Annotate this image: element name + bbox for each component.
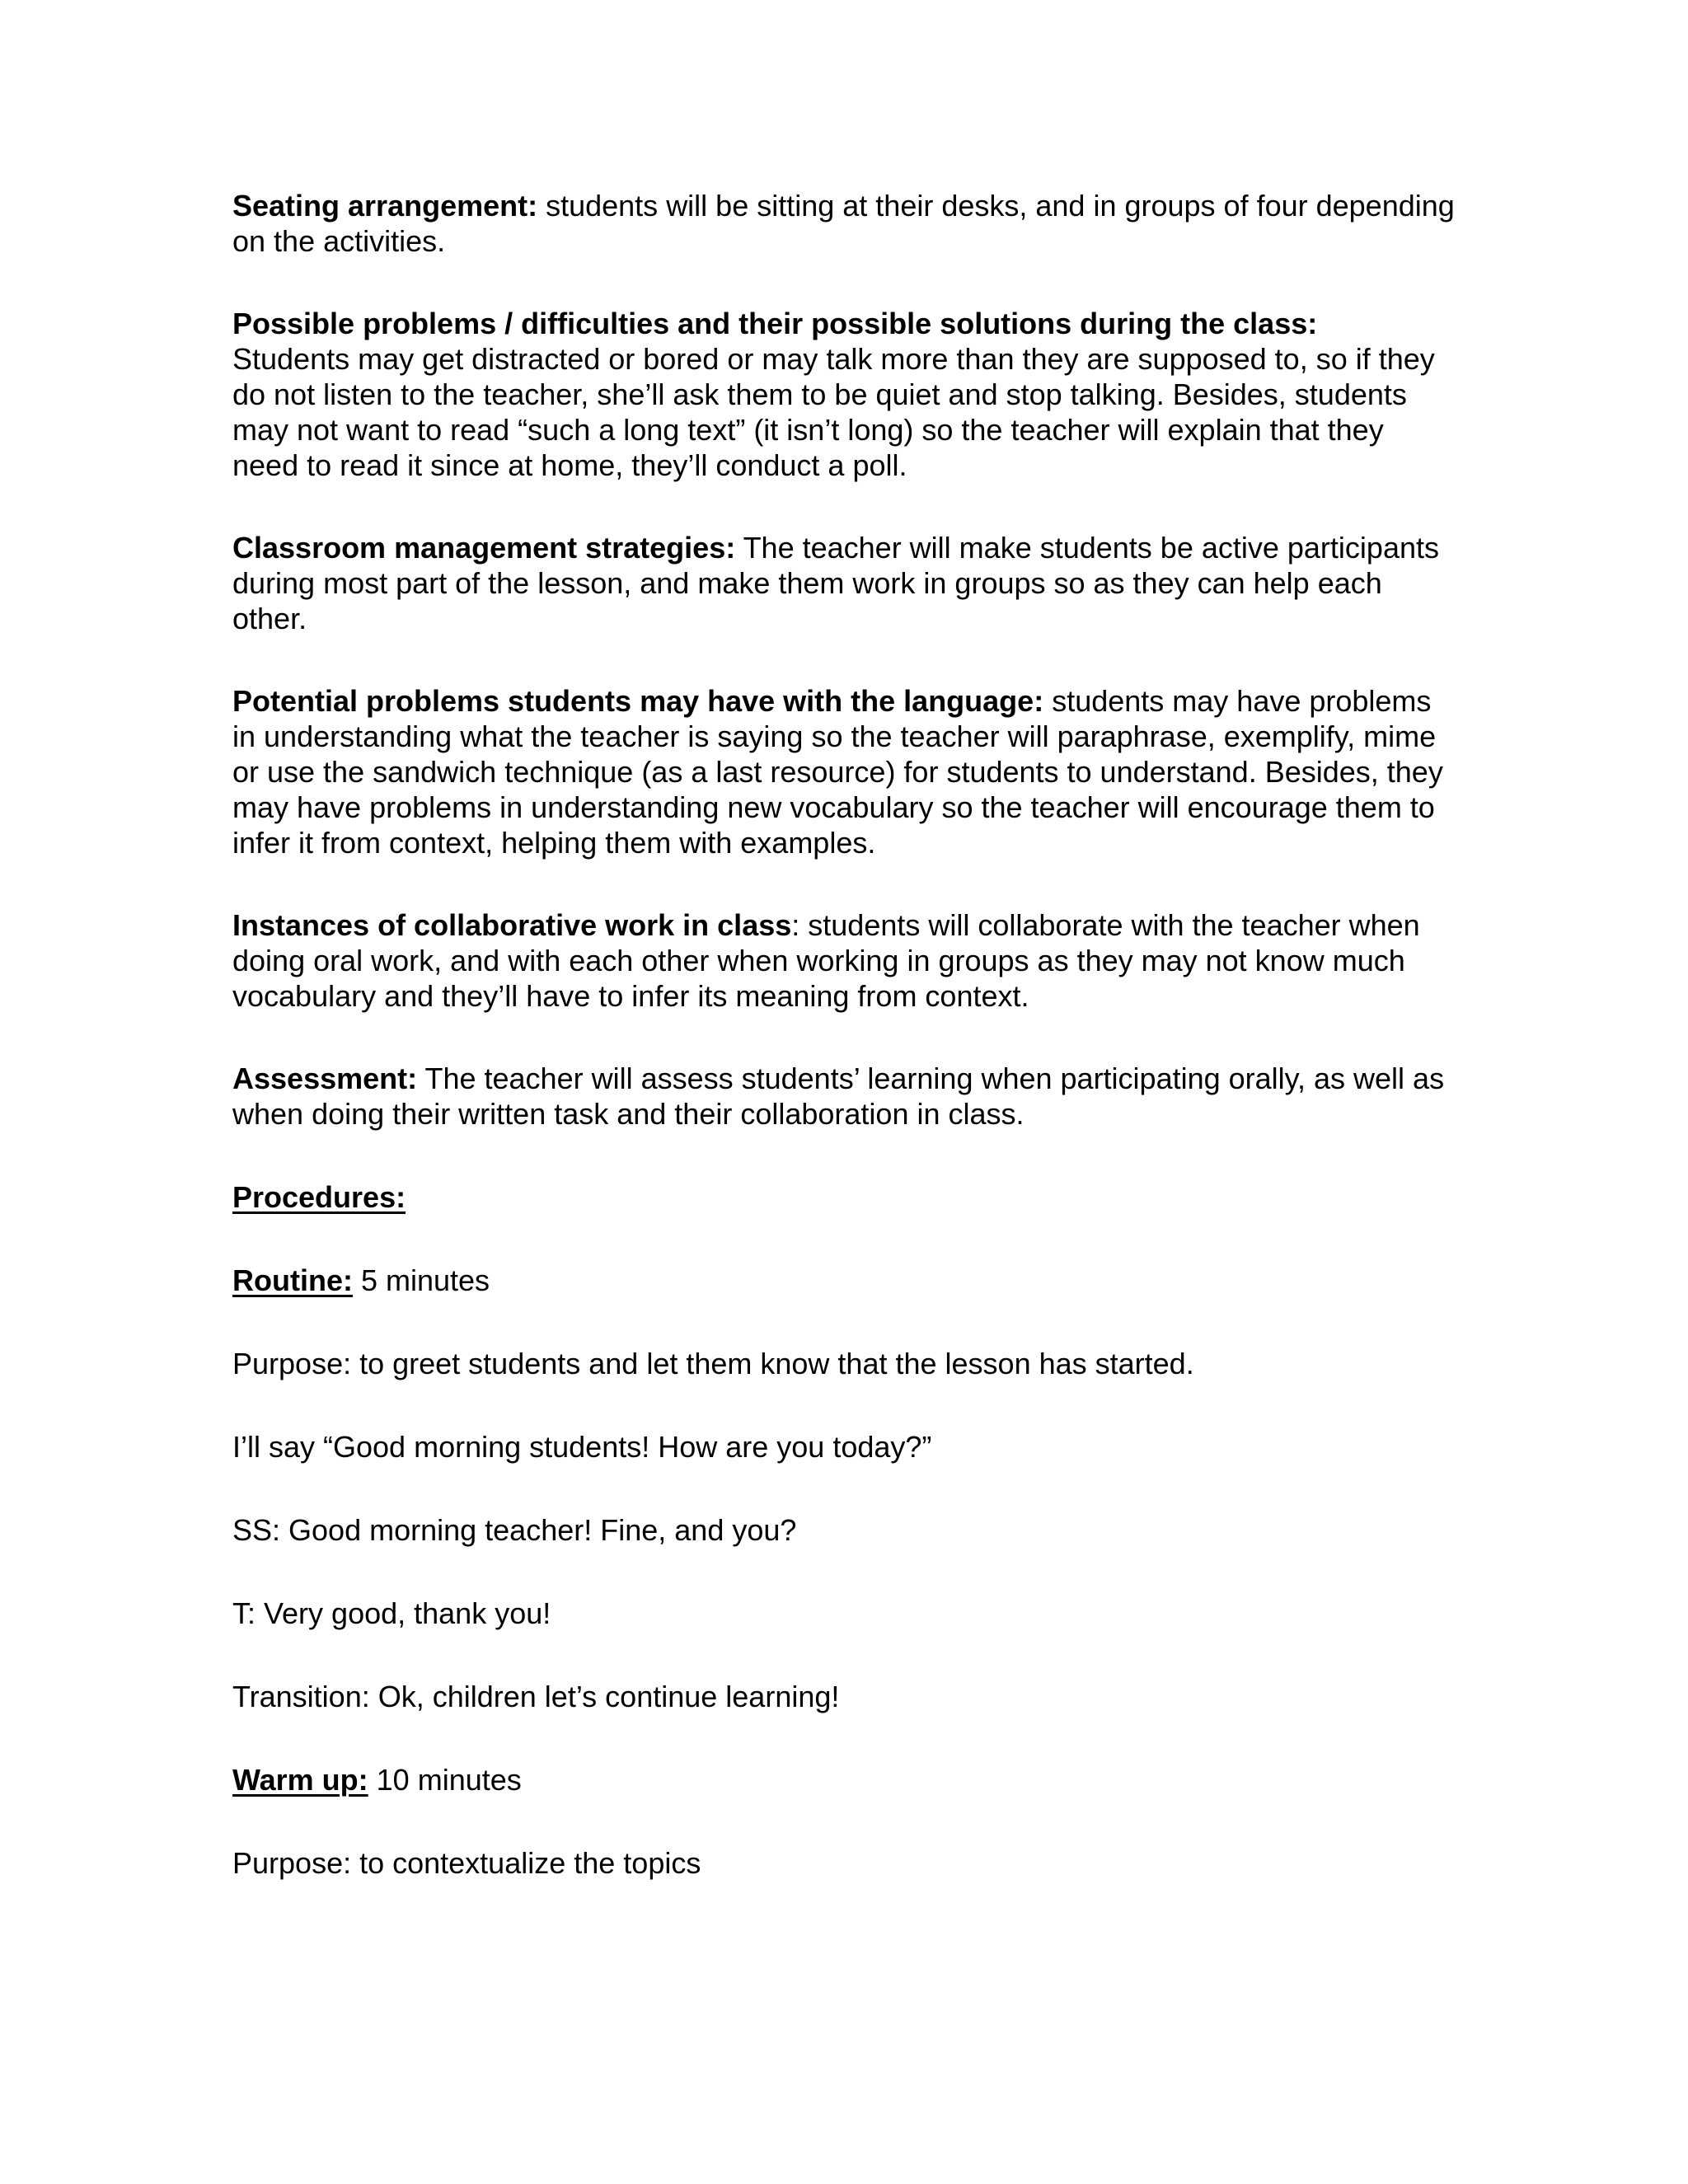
- routine-teacher-reply: T: Very good, thank you!: [232, 1596, 551, 1630]
- seating-arrangement-text: students will be sitting at their desks, and in groups of four depending on the activities.: [232, 189, 1455, 258]
- assessment-label: Assessment:: [232, 1062, 418, 1095]
- collaborative-work-paragraph: [232, 907, 1457, 1014]
- routine-transition: Transition: Ok, children let’s continue learning!: [232, 1680, 840, 1713]
- procedures-heading-paragraph: [232, 1179, 1457, 1215]
- classroom-management-paragraph: [232, 530, 1457, 636]
- routine-purpose: Purpose: to greet students and let them know that the lesson has started.: [232, 1347, 1194, 1380]
- routine-duration: 5 minutes: [352, 1263, 490, 1297]
- seating-arrangement-paragraph: [232, 188, 1457, 259]
- language-problems-text: students may have problems in understanding what the teacher is saying so the teacher will paraphrase, exemplify, mime or use the sandwich technique (as a last resource) for students to understand. Besides, they may have problems in understanding new vocabulary so the teacher will encourage them to infer it from context, helping them with examples.: [232, 684, 1443, 860]
- seating-arrangement-label: Seating arrangement:: [232, 189, 538, 223]
- routine-greeting-line: I’ll say “Good morning students! How are you today?”: [232, 1430, 932, 1464]
- warmup-purpose: Purpose: to contextualize the topics: [232, 1846, 701, 1880]
- assessment-paragraph: [232, 1061, 1457, 1132]
- routine-heading-paragraph: [232, 1263, 1457, 1298]
- warmup-heading-paragraph: [232, 1762, 1457, 1797]
- document-page: [232, 188, 1457, 1881]
- possible-problems-paragraph: [232, 306, 1457, 483]
- classroom-management-text: The teacher will make students be active participants during most part of the lesson, and make them work in groups so as they can help each other.: [232, 531, 1439, 635]
- procedures-heading: Procedures:: [232, 1180, 406, 1214]
- language-problems-paragraph: [232, 683, 1457, 860]
- language-problems-label: Potential problems students may have with the language:: [232, 684, 1044, 718]
- collaborative-work-label: Instances of collaborative work in class: [232, 908, 792, 942]
- possible-problems-text: Students may get distracted or bored or may talk more than they are supposed to, so if they do not listen to the teacher, she’ll ask them to be quiet and stop talking. Besides, students may not want to read “such a long text” (it isn’t long) so the teacher will explain that they need to read it since at home, they’ll conduct a poll.: [232, 342, 1435, 482]
- possible-problems-label: Possible problems / difficulties and their possible solutions during the class:: [232, 307, 1318, 340]
- routine-students-reply: SS: Good morning teacher! Fine, and you?: [232, 1513, 797, 1547]
- warmup-duration: 10 minutes: [368, 1763, 522, 1797]
- assessment-text: The teacher will assess students’ learning when participating orally, as well as when doing their written task and their collaboration in class.: [232, 1062, 1445, 1131]
- warmup-label: Warm up:: [232, 1763, 368, 1797]
- routine-label: Routine:: [232, 1263, 353, 1297]
- classroom-management-label: Classroom management strategies:: [232, 531, 736, 565]
- collaborative-work-text: : students will collaborate with the teacher when doing oral work, and with each other when working in groups as they may not know much vocabulary and they’ll have to infer its meaning from context.: [232, 908, 1420, 1013]
